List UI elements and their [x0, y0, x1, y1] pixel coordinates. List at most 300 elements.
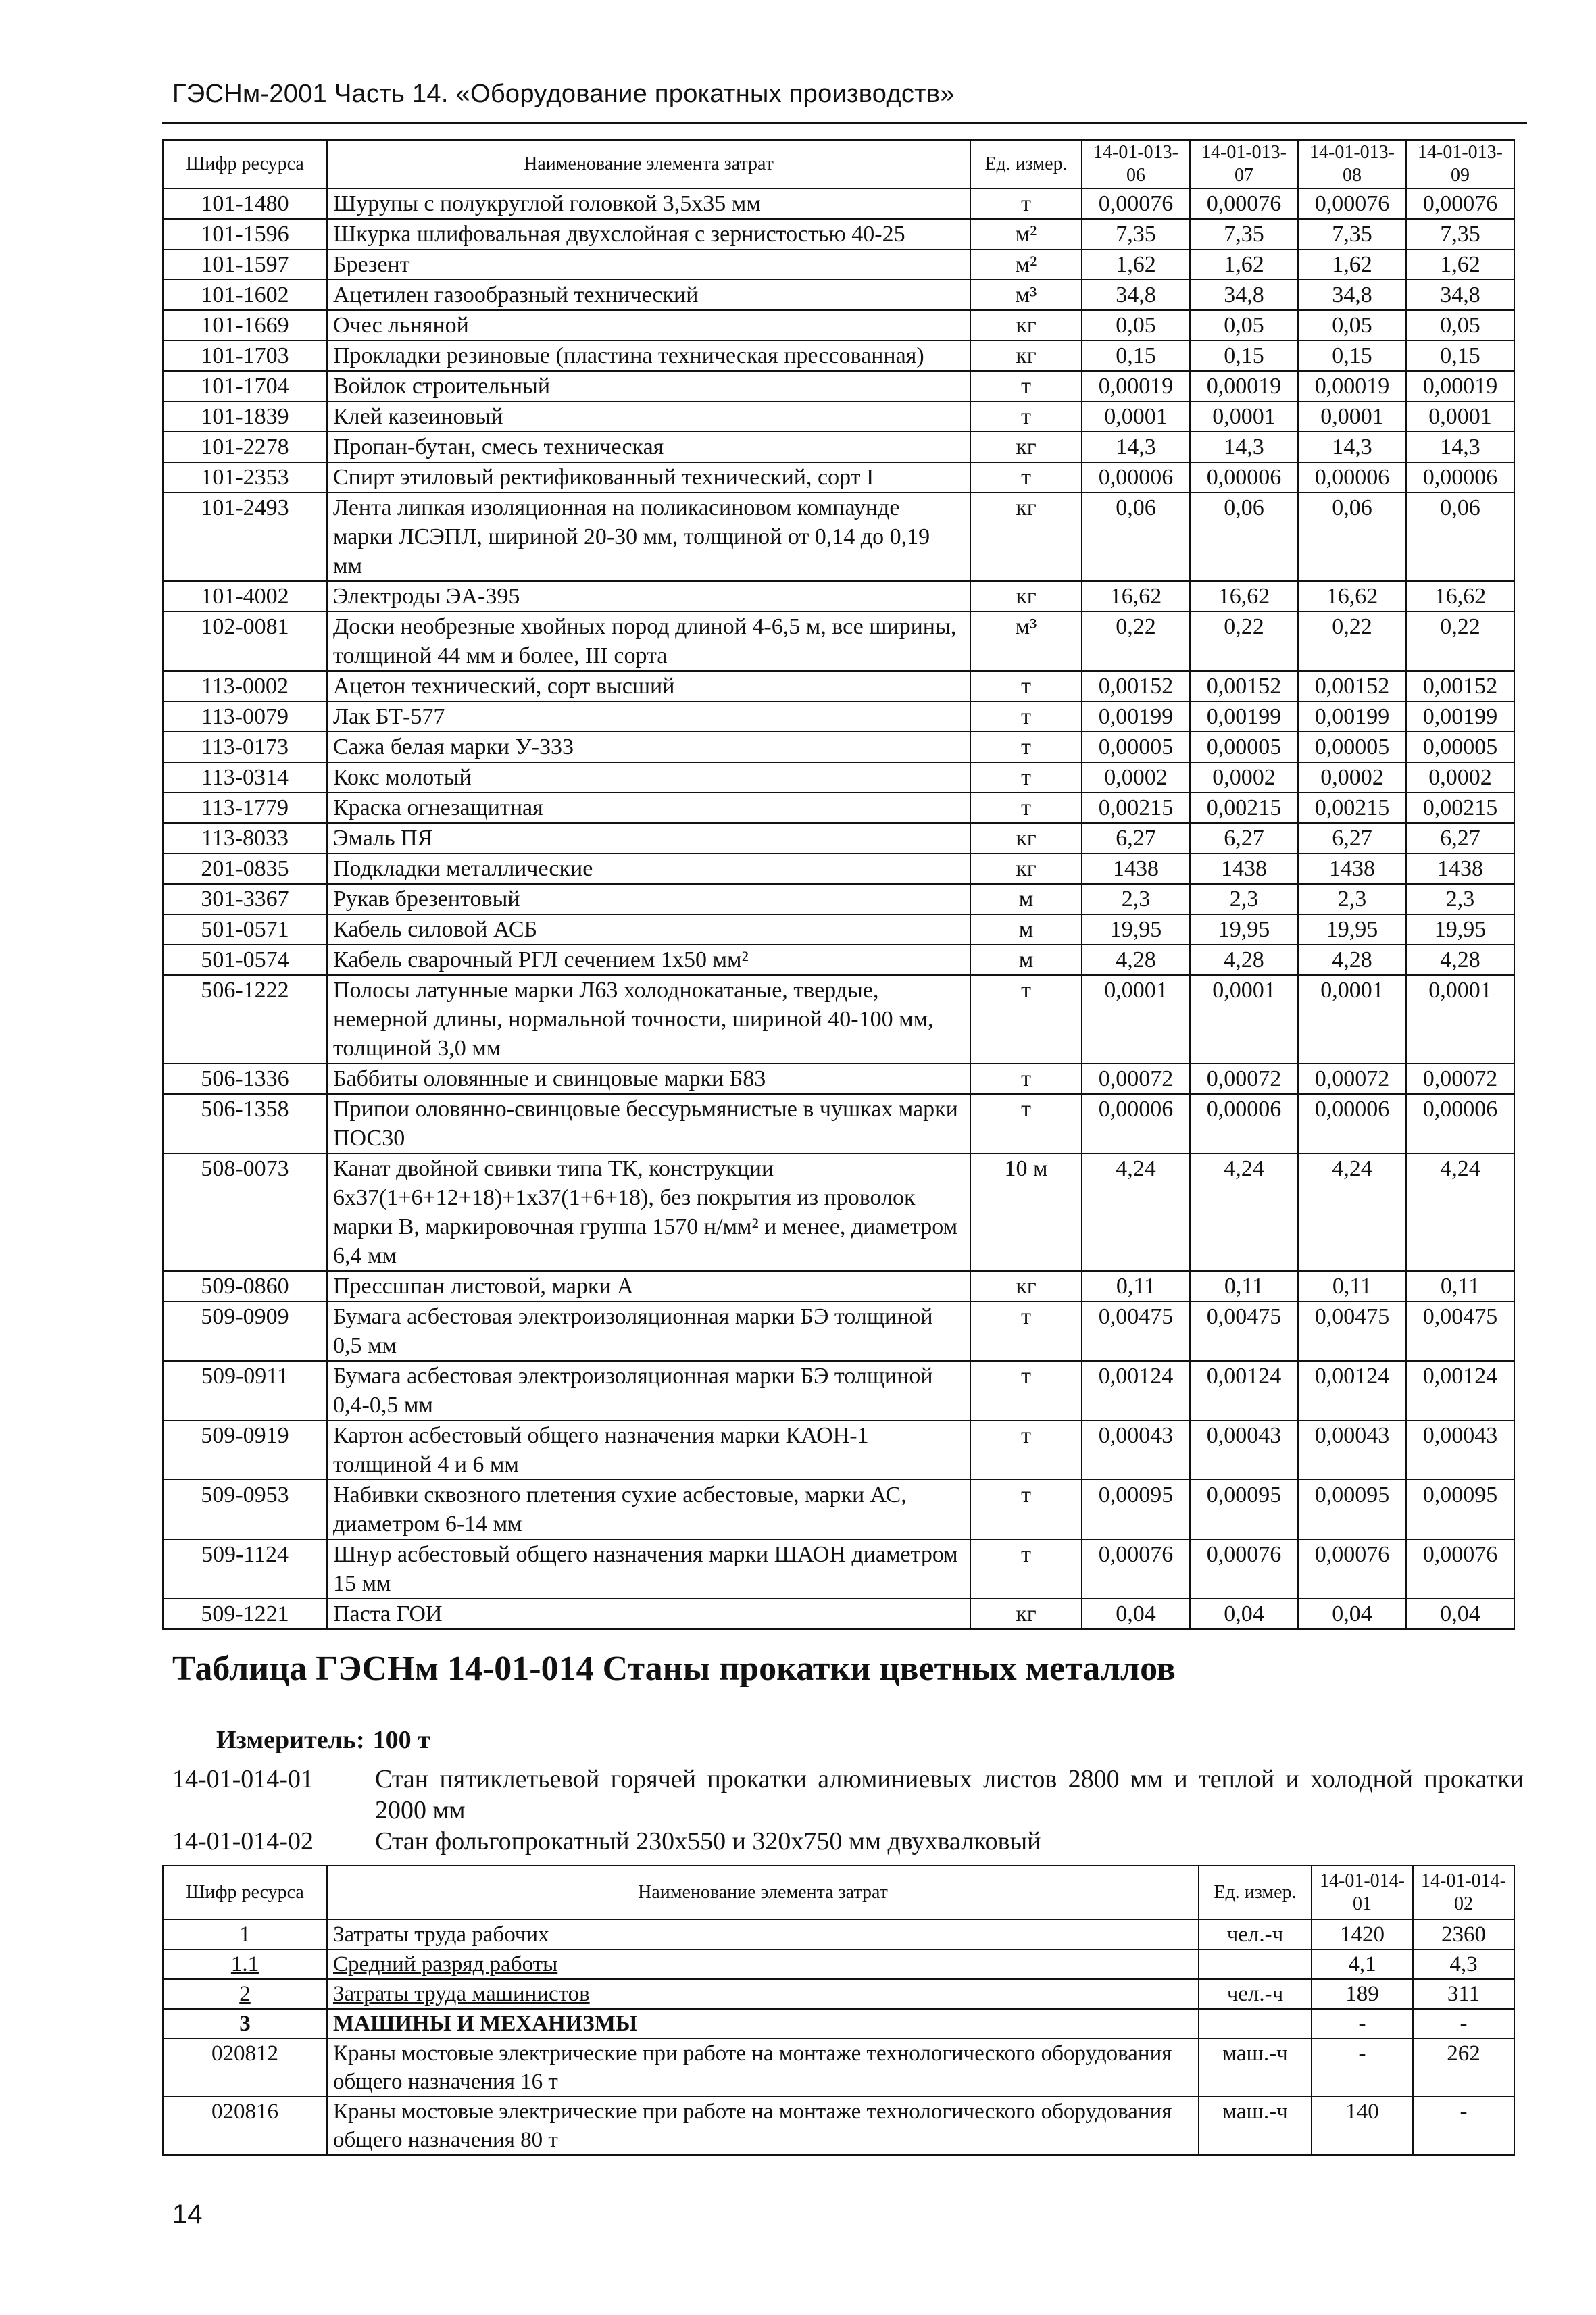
resource-value: 0,00006	[1406, 462, 1514, 493]
resource-value: 2360	[1413, 1920, 1514, 1949]
resource-code: 509-0909	[163, 1301, 327, 1361]
table-header-row	[163, 140, 1514, 189]
resource-name: Подкладки металлические	[327, 853, 970, 884]
resource-value: 0,0001	[1298, 401, 1406, 432]
table-row	[163, 914, 1514, 945]
variant-text: Стан пятиклетьевой горячей прокатки алюминиевых листов 2800 мм и теплой и холодной прокатки 2000 мм	[375, 1765, 1524, 1824]
resource-value: 0,00095	[1190, 1480, 1298, 1539]
resource-code: 501-0571	[163, 914, 327, 945]
table-row	[163, 945, 1514, 975]
resource-unit: кг	[970, 1271, 1082, 1301]
resource-value: 34,8	[1406, 280, 1514, 310]
resource-value: 0,00043	[1190, 1420, 1298, 1480]
resource-value: 4,24	[1298, 1153, 1406, 1271]
resource-value: 7,35	[1190, 219, 1298, 249]
resource-code: 101-1597	[163, 249, 327, 280]
table-row	[163, 1920, 1514, 1949]
resource-code: 509-1124	[163, 1539, 327, 1599]
resource-code: 020816	[163, 2097, 327, 2155]
resource-value: 0,04	[1082, 1599, 1190, 1629]
cost-table	[162, 1865, 1515, 2156]
table-row	[163, 853, 1514, 884]
resource-value: 0,00072	[1298, 1064, 1406, 1094]
resource-code: 509-0860	[163, 1271, 327, 1301]
table-row	[163, 793, 1514, 823]
resource-value: 0,00006	[1190, 1094, 1298, 1153]
resource-value: 34,8	[1190, 280, 1298, 310]
meter	[216, 1725, 430, 1755]
resource-value: 7,35	[1298, 219, 1406, 249]
table-row	[163, 1949, 1514, 1979]
resource-unit: т	[970, 732, 1082, 762]
resource-unit: чел.-ч	[1199, 1920, 1312, 1949]
table-row	[163, 249, 1514, 280]
column-header: 14-01-013-09	[1406, 140, 1514, 189]
resource-code: 113-1779	[163, 793, 327, 823]
resource-value: 0,00005	[1190, 732, 1298, 762]
resource-value: 0,05	[1406, 310, 1514, 341]
resource-name: Краны мостовые электрические при работе на монтаже технологического оборудования общего назначения 16 т	[327, 2039, 1199, 2097]
resource-value: 19,95	[1190, 914, 1298, 945]
resource-name: Лента липкая изоляционная на поликасиновом компаунде марки ЛСЭПЛ, шириной 20-30 мм, толщиной от 0,14 до 0,19 мм	[327, 493, 970, 581]
resource-value: 14,3	[1082, 432, 1190, 462]
resource-value: 0,0001	[1082, 401, 1190, 432]
variant-code: 14-01-014-02	[172, 1827, 314, 1856]
resource-value: 0,00152	[1298, 671, 1406, 701]
resource-unit: 10 м	[970, 1153, 1082, 1271]
resource-unit: т	[970, 762, 1082, 793]
resource-value: 1,62	[1406, 249, 1514, 280]
resource-unit	[1199, 1949, 1312, 1979]
resource-value: 0,00005	[1298, 732, 1406, 762]
table-row	[163, 462, 1514, 493]
resource-unit: кг	[970, 853, 1082, 884]
resource-value: 14,3	[1298, 432, 1406, 462]
resource-code: 101-1669	[163, 310, 327, 341]
resource-value: 0,0001	[1082, 975, 1190, 1064]
resource-code: 506-1222	[163, 975, 327, 1064]
resource-name: Припои оловянно-свинцовые бессурьмянистые в чушках марки ПОС30	[327, 1094, 970, 1153]
table-row	[163, 493, 1514, 581]
resource-value: 14,3	[1406, 432, 1514, 462]
resource-code: 113-8033	[163, 823, 327, 853]
resource-value: 0,05	[1298, 310, 1406, 341]
resource-value: 311	[1413, 1979, 1514, 2009]
resource-code: 101-1596	[163, 219, 327, 249]
resource-name: Кабель силовой АСБ	[327, 914, 970, 945]
resource-code: 2	[163, 1979, 327, 2009]
resource-value: 0,00095	[1298, 1480, 1406, 1539]
resource-unit: т	[970, 1420, 1082, 1480]
resource-value: 4,28	[1190, 945, 1298, 975]
resource-value: 0,00124	[1298, 1361, 1406, 1420]
resource-value: 4,28	[1298, 945, 1406, 975]
resource-value: 16,62	[1298, 581, 1406, 612]
resource-value: 14,3	[1190, 432, 1298, 462]
column-header: 14-01-013-08	[1298, 140, 1406, 189]
column-header: Шифр ресурса	[163, 1866, 327, 1920]
resource-value: 4,24	[1082, 1153, 1190, 1271]
resource-code: 113-0002	[163, 671, 327, 701]
resource-value: -	[1312, 2009, 1413, 2039]
resource-value: 0,0001	[1190, 975, 1298, 1064]
table-row	[163, 341, 1514, 371]
resource-value: 0,06	[1190, 493, 1298, 581]
table-row	[163, 432, 1514, 462]
resource-value: 0,22	[1406, 612, 1514, 671]
resource-unit: кг	[970, 1599, 1082, 1629]
resource-value: 0,15	[1298, 341, 1406, 371]
resource-value: -	[1413, 2097, 1514, 2155]
resource-unit: т	[970, 1064, 1082, 1094]
resource-value: 0,00215	[1190, 793, 1298, 823]
resource-name: Очес льняной	[327, 310, 970, 341]
resource-value: 0,22	[1298, 612, 1406, 671]
resource-value: 0,0002	[1190, 762, 1298, 793]
resource-code: 101-1839	[163, 401, 327, 432]
resource-value: 4,28	[1406, 945, 1514, 975]
resource-name: Баббиты оловянные и свинцовые марки Б83	[327, 1064, 970, 1094]
resource-value: 0,00199	[1406, 701, 1514, 732]
resource-value: 6,27	[1082, 823, 1190, 853]
resource-value: -	[1312, 2039, 1413, 2097]
resource-code: 301-3367	[163, 884, 327, 914]
resource-value: 0,00043	[1298, 1420, 1406, 1480]
column-header: Ед. измер.	[1199, 1866, 1312, 1920]
resource-value: 0,0001	[1298, 975, 1406, 1064]
resource-value: 0,00475	[1298, 1301, 1406, 1361]
resource-name: Электроды ЭА-395	[327, 581, 970, 612]
variant-text: Стан фольгопрокатный 230х550 и 320х750 мм двухвалковый	[375, 1827, 1041, 1856]
resource-value: 0,22	[1082, 612, 1190, 671]
table-row	[163, 1153, 1514, 1271]
resource-name: Бумага асбестовая электроизоляционная марки БЭ толщиной 0,5 мм	[327, 1301, 970, 1361]
meter-value: 100 т	[372, 1726, 430, 1754]
resource-value: 0,06	[1406, 493, 1514, 581]
resource-value: 0,15	[1082, 341, 1190, 371]
resource-value: 0,04	[1298, 1599, 1406, 1629]
page-number: 14	[172, 2199, 203, 2229]
resource-name: Доски необрезные хвойных пород длиной 4-6,5 м, все ширины, толщиной 44 мм и более, III сорта	[327, 612, 970, 671]
resource-value: 0,0002	[1406, 762, 1514, 793]
resource-name: Клей казеиновый	[327, 401, 970, 432]
table-row	[163, 219, 1514, 249]
table-row	[163, 612, 1514, 671]
resource-value: 0,00199	[1082, 701, 1190, 732]
resource-name: Набивки сквозного плетения сухие асбестовые, марки АС, диаметром 6-14 мм	[327, 1480, 970, 1539]
resource-value: 0,00124	[1190, 1361, 1298, 1420]
resource-value: 0,00095	[1082, 1480, 1190, 1539]
resource-value: 4,24	[1406, 1153, 1514, 1271]
resource-name: Затраты труда машинистов	[327, 1979, 1199, 2009]
table-header-row	[163, 1866, 1514, 1920]
table-row	[163, 1480, 1514, 1539]
resource-name: Шкурка шлифовальная двухслойная с зернистостью 40-25	[327, 219, 970, 249]
resource-code: 506-1358	[163, 1094, 327, 1153]
resource-name: Бумага асбестовая электроизоляционная марки БЭ толщиной 0,4-0,5 мм	[327, 1361, 970, 1420]
resource-value: 19,95	[1406, 914, 1514, 945]
resource-value: 0,0002	[1298, 762, 1406, 793]
table-row	[163, 701, 1514, 732]
resource-code: 101-1704	[163, 371, 327, 401]
resource-value: 0,0001	[1406, 401, 1514, 432]
resource-value: 189	[1312, 1979, 1413, 2009]
resource-name: Рукав брезентовый	[327, 884, 970, 914]
resource-value: 4,3	[1413, 1949, 1514, 1979]
table-row	[163, 1539, 1514, 1599]
resource-value: 2,3	[1406, 884, 1514, 914]
resource-code: 506-1336	[163, 1064, 327, 1094]
resource-code: 101-1480	[163, 189, 327, 219]
resource-unit: м³	[970, 280, 1082, 310]
resource-code: 508-0073	[163, 1153, 327, 1271]
resource-value: 0,00215	[1406, 793, 1514, 823]
resource-code: 509-1221	[163, 1599, 327, 1629]
resource-value: 1,62	[1190, 249, 1298, 280]
resource-value: 262	[1413, 2039, 1514, 2097]
table-row	[163, 401, 1514, 432]
resource-unit: т	[970, 189, 1082, 219]
variant-code: 14-01-014-01	[172, 1765, 314, 1793]
column-header: Шифр ресурса	[163, 140, 327, 189]
resource-value: 0,00152	[1082, 671, 1190, 701]
resource-unit: т	[970, 1539, 1082, 1599]
resource-value: 0,00006	[1082, 462, 1190, 493]
resource-value: 0,0001	[1190, 401, 1298, 432]
resource-value: 0,00005	[1082, 732, 1190, 762]
resource-value: 0,00006	[1082, 1094, 1190, 1153]
resource-value: 0,00199	[1190, 701, 1298, 732]
resource-code: 102-0081	[163, 612, 327, 671]
resource-value: 0,00215	[1082, 793, 1190, 823]
resource-value: 0,00019	[1298, 371, 1406, 401]
resource-unit: м²	[970, 249, 1082, 280]
resource-value: 0,00475	[1190, 1301, 1298, 1361]
resource-value: 0,00124	[1406, 1361, 1514, 1420]
table-row	[163, 1064, 1514, 1094]
column-header: 14-01-013-06	[1082, 140, 1190, 189]
resource-value: 0,0002	[1082, 762, 1190, 793]
resource-value: 0,00076	[1190, 189, 1298, 219]
resource-unit: м²	[970, 219, 1082, 249]
resource-code: 101-2353	[163, 462, 327, 493]
resource-code: 101-1602	[163, 280, 327, 310]
resource-unit: м	[970, 914, 1082, 945]
column-header: Наименование элемента затрат	[327, 1866, 1199, 1920]
table-row	[163, 884, 1514, 914]
resource-code: 201-0835	[163, 853, 327, 884]
resource-value: 4,28	[1082, 945, 1190, 975]
resource-code: 1.1	[163, 1949, 327, 1979]
resource-value: 0,11	[1190, 1271, 1298, 1301]
resource-code: 101-1703	[163, 341, 327, 371]
resource-value: 0,05	[1082, 310, 1190, 341]
resource-value: 0,11	[1082, 1271, 1190, 1301]
resource-unit: м³	[970, 612, 1082, 671]
resource-value: 4,24	[1190, 1153, 1298, 1271]
meter-label: Измеритель:	[216, 1726, 365, 1754]
resource-unit: м	[970, 884, 1082, 914]
resource-unit: т	[970, 1094, 1082, 1153]
resource-value: 0,00006	[1298, 462, 1406, 493]
resource-value: 0,00019	[1082, 371, 1190, 401]
resource-value: 0,11	[1298, 1271, 1406, 1301]
resource-unit: маш.-ч	[1199, 2039, 1312, 2097]
resource-unit: т	[970, 1361, 1082, 1420]
resource-value: 0,00019	[1406, 371, 1514, 401]
table-row	[163, 671, 1514, 701]
resource-name: Сажа белая марки У-333	[327, 732, 970, 762]
resource-name: Шнур асбестовый общего назначения марки ШАОН диаметром 15 мм	[327, 1539, 970, 1599]
resource-value: 1438	[1406, 853, 1514, 884]
resource-code: 509-0911	[163, 1361, 327, 1420]
resource-value: 0,22	[1190, 612, 1298, 671]
resource-value: 0,15	[1406, 341, 1514, 371]
resource-value: -	[1413, 2009, 1514, 2039]
resource-name: Краска огнезащитная	[327, 793, 970, 823]
resource-value: 1438	[1190, 853, 1298, 884]
column-header: Наименование элемента затрат	[327, 140, 970, 189]
resource-value: 140	[1312, 2097, 1413, 2155]
resource-unit: кг	[970, 581, 1082, 612]
resource-unit: т	[970, 671, 1082, 701]
page-header: ГЭСНм-2001 Часть 14. «Оборудование прокатных производств»	[172, 80, 955, 108]
resource-name: Канат двойной свивки типа ТК, конструкции 6х37(1+6+12+18)+1х37(1+6+18), без покрытия из проволок марки В, маркировочная группа 1570 н/мм² и менее, диаметром 6,4 мм	[327, 1153, 970, 1271]
resource-value: 1420	[1312, 1920, 1413, 1949]
resource-value: 0,00152	[1190, 671, 1298, 701]
column-header: 14-01-013-07	[1190, 140, 1298, 189]
table-row	[163, 1271, 1514, 1301]
resource-value: 0,00199	[1298, 701, 1406, 732]
resource-value: 34,8	[1082, 280, 1190, 310]
resource-unit: т	[970, 401, 1082, 432]
resource-value: 0,00152	[1406, 671, 1514, 701]
resource-unit: кг	[970, 493, 1082, 581]
resource-value: 0,00124	[1082, 1361, 1190, 1420]
table-row	[163, 1420, 1514, 1480]
resource-unit: кг	[970, 341, 1082, 371]
resource-unit: т	[970, 462, 1082, 493]
column-header: 14-01-014-01	[1312, 1866, 1413, 1920]
resource-unit: т	[970, 371, 1082, 401]
resource-value: 0,00019	[1190, 371, 1298, 401]
resource-name: Прессшпан листовой, марки А	[327, 1271, 970, 1301]
resource-value: 4,1	[1312, 1949, 1413, 1979]
resource-value: 0,05	[1190, 310, 1298, 341]
table-row	[163, 1599, 1514, 1629]
resource-code: 113-0173	[163, 732, 327, 762]
resource-code: 509-0919	[163, 1420, 327, 1480]
table-row	[163, 762, 1514, 793]
resource-value: 0,04	[1406, 1599, 1514, 1629]
resource-unit: чел.-ч	[1199, 1979, 1312, 2009]
resource-unit: м	[970, 945, 1082, 975]
table-row	[163, 2009, 1514, 2039]
resource-value: 0,00475	[1406, 1301, 1514, 1361]
resource-name: Пропан-бутан, смесь техническая	[327, 432, 970, 462]
resource-name: Спирт этиловый ректификованный технический, сорт I	[327, 462, 970, 493]
resource-name: Лак БТ-577	[327, 701, 970, 732]
table-row	[163, 1361, 1514, 1420]
resource-name: Средний разряд работы	[327, 1949, 1199, 1979]
resource-value: 0,06	[1082, 493, 1190, 581]
resource-value: 16,62	[1082, 581, 1190, 612]
resource-value: 34,8	[1298, 280, 1406, 310]
resource-code: 101-2493	[163, 493, 327, 581]
resource-value: 0,00475	[1082, 1301, 1190, 1361]
resource-value: 0,00076	[1298, 1539, 1406, 1599]
resource-value: 0,00076	[1406, 1539, 1514, 1599]
resource-value: 0,00006	[1406, 1094, 1514, 1153]
resource-value: 0,00005	[1406, 732, 1514, 762]
resource-value: 1,62	[1082, 249, 1190, 280]
resource-value: 0,0001	[1406, 975, 1514, 1064]
table-row	[163, 975, 1514, 1064]
resource-value: 2,3	[1082, 884, 1190, 914]
resource-unit: т	[970, 975, 1082, 1064]
resource-unit	[1199, 2009, 1312, 2039]
resource-code: 101-4002	[163, 581, 327, 612]
resource-unit: кг	[970, 432, 1082, 462]
resource-value: 0,00072	[1082, 1064, 1190, 1094]
table-row	[163, 823, 1514, 853]
header-divider	[162, 122, 1527, 124]
resource-code: 113-0314	[163, 762, 327, 793]
table-row	[163, 1094, 1514, 1153]
resource-value: 0,00006	[1298, 1094, 1406, 1153]
resource-value: 19,95	[1298, 914, 1406, 945]
resource-name: Паста ГОИ	[327, 1599, 970, 1629]
resource-value: 0,00076	[1406, 189, 1514, 219]
resource-code: 509-0953	[163, 1480, 327, 1539]
resource-value: 2,3	[1190, 884, 1298, 914]
resource-value: 0,00095	[1406, 1480, 1514, 1539]
resource-name: Брезент	[327, 249, 970, 280]
resource-name: Полосы латунные марки Л63 холоднокатаные, твердые, немерной длины, нормальной точности, шириной 40-100 мм, толщиной 3,0 мм	[327, 975, 970, 1064]
resource-value: 0,15	[1190, 341, 1298, 371]
resource-value: 6,27	[1298, 823, 1406, 853]
resource-value: 16,62	[1190, 581, 1298, 612]
resource-value: 16,62	[1406, 581, 1514, 612]
table-row	[163, 310, 1514, 341]
resource-value: 19,95	[1082, 914, 1190, 945]
resource-value: 7,35	[1406, 219, 1514, 249]
resource-value: 0,00215	[1298, 793, 1406, 823]
resource-value: 0,04	[1190, 1599, 1298, 1629]
table-row	[163, 1979, 1514, 2009]
table-row	[163, 1301, 1514, 1361]
resource-name: МАШИНЫ И МЕХАНИЗМЫ	[327, 2009, 1199, 2039]
resource-unit: кг	[970, 310, 1082, 341]
resource-unit: кг	[970, 823, 1082, 853]
resource-name: Ацетон технический, сорт высший	[327, 671, 970, 701]
resource-code: 3	[163, 2009, 327, 2039]
resource-value: 0,00076	[1082, 1539, 1190, 1599]
table-row	[163, 581, 1514, 612]
resource-code: 101-2278	[163, 432, 327, 462]
resource-code: 113-0079	[163, 701, 327, 732]
resource-value: 0,00043	[1406, 1420, 1514, 1480]
resource-value: 1,62	[1298, 249, 1406, 280]
resource-value: 1438	[1082, 853, 1190, 884]
resource-name: Эмаль ПЯ	[327, 823, 970, 853]
table-row	[163, 371, 1514, 401]
resource-value: 6,27	[1406, 823, 1514, 853]
resource-name: Войлок строительный	[327, 371, 970, 401]
resource-value: 1438	[1298, 853, 1406, 884]
resource-value: 0,00043	[1082, 1420, 1190, 1480]
table-row	[163, 2097, 1514, 2155]
